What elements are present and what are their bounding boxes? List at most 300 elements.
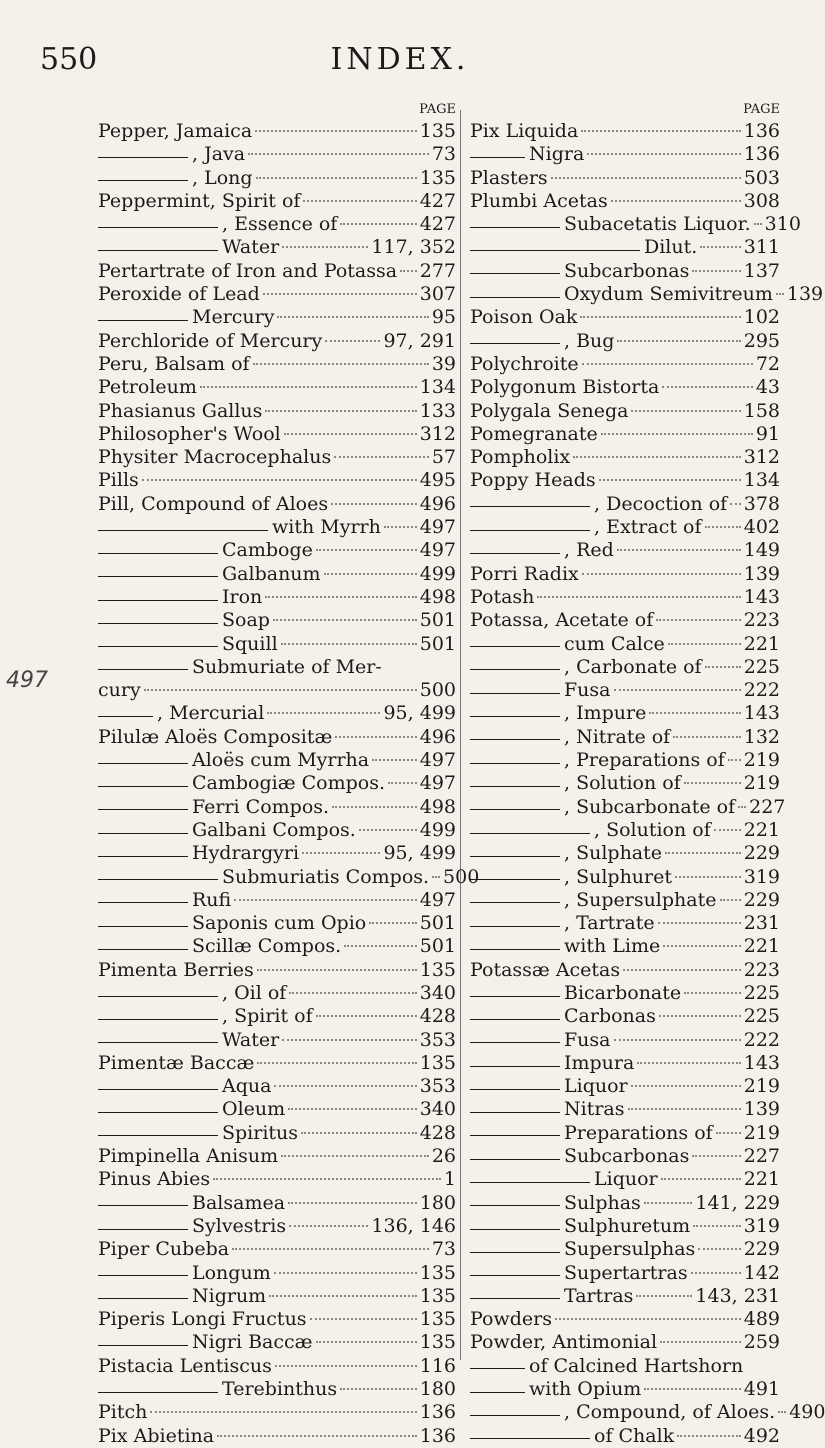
ditto-rule xyxy=(98,808,188,810)
entry-page: 72 xyxy=(755,352,780,375)
leader-dots xyxy=(582,573,741,575)
ditto-rule xyxy=(470,925,560,927)
entry-term: Sulphas xyxy=(564,1191,641,1214)
entry-term: Ferri Compos. xyxy=(192,795,330,818)
leader-dots xyxy=(637,1062,740,1064)
ditto-rule xyxy=(470,878,560,880)
entry-page: 135 xyxy=(419,1308,456,1331)
index-entry xyxy=(470,1355,780,1378)
entry-term: Plumbi Acetas xyxy=(470,189,608,212)
entry-term: Nigrum xyxy=(192,1284,267,1307)
entry-term: Phasianus Gallus xyxy=(98,399,263,422)
index-entry xyxy=(98,1075,456,1098)
entry-term: Hydrargyri xyxy=(192,842,300,865)
entry-term: Aqua xyxy=(222,1075,272,1098)
leader-dots xyxy=(301,1132,417,1134)
entry-term: Pimpinella Anisum xyxy=(98,1145,279,1168)
entry-term: Water xyxy=(222,236,280,259)
leader-dots xyxy=(344,945,417,947)
leader-dots xyxy=(658,922,741,924)
entry-term: Potassa, Acetate of xyxy=(470,609,654,632)
ditto-rule xyxy=(470,901,560,903)
entry-page: 39 xyxy=(431,352,456,375)
ditto-rule xyxy=(98,855,188,857)
index-entry xyxy=(98,1355,456,1378)
entry-page: 229 xyxy=(743,842,780,865)
entry-term: Pitch xyxy=(98,1401,148,1424)
leader-dots xyxy=(705,666,741,668)
index-entry xyxy=(470,982,780,1005)
entry-page: 221 xyxy=(743,935,780,958)
entry-page: 135 xyxy=(419,120,456,142)
index-entry xyxy=(470,143,780,166)
entry-page: 180 xyxy=(419,1378,456,1401)
entry-term: Tartras xyxy=(564,1284,634,1307)
leader-dots xyxy=(274,1085,416,1087)
leader-dots xyxy=(432,876,440,878)
entry-page: 491 xyxy=(743,1378,780,1401)
entry-page: 219 xyxy=(743,749,780,772)
entry-term: Pertartrate of Iron and Potassa xyxy=(98,259,398,282)
leader-dots xyxy=(617,340,740,342)
leader-dots xyxy=(275,1365,417,1367)
ditto-rule xyxy=(98,715,153,717)
index-entry xyxy=(470,889,780,912)
index-entry xyxy=(470,795,786,819)
index-entry xyxy=(470,1029,780,1052)
ditto-rule xyxy=(98,599,218,601)
entry-page: 498 xyxy=(419,795,456,818)
entry-term: Nigri Baccæ xyxy=(192,1331,313,1354)
index-entry xyxy=(470,819,780,842)
index-entry xyxy=(470,679,780,702)
entry-term: Preparations of xyxy=(564,1121,713,1144)
index-entry xyxy=(470,400,780,423)
entry-page: 428 xyxy=(419,1005,456,1028)
ditto-rule xyxy=(470,1134,560,1136)
ditto-rule xyxy=(470,272,560,274)
ditto-rule xyxy=(98,1088,218,1090)
entry-page: 26 xyxy=(431,1145,456,1168)
index-entry xyxy=(470,1052,780,1075)
ditto-rule xyxy=(98,668,188,670)
leader-dots xyxy=(256,177,417,179)
entry-page: 143 xyxy=(743,585,780,608)
leader-dots xyxy=(649,712,740,714)
ditto-rule xyxy=(98,995,218,997)
leader-dots xyxy=(265,410,416,412)
page-number: 550 xyxy=(40,42,98,77)
leader-dots xyxy=(580,316,740,318)
index-entry xyxy=(98,982,456,1005)
entry-page: 490 xyxy=(789,1401,825,1424)
ditto-rule xyxy=(470,715,560,717)
entry-page: 427 xyxy=(419,189,456,212)
leader-dots xyxy=(334,456,429,458)
index-entry xyxy=(470,1238,780,1261)
entry-term: Pix Abietina xyxy=(98,1424,215,1447)
ditto-rule xyxy=(470,1181,590,1183)
index-entry xyxy=(98,1098,456,1121)
leader-dots xyxy=(331,503,417,505)
entry-term: Subacetatis Liquor. xyxy=(564,213,751,236)
index-entry xyxy=(98,1401,456,1424)
left-page-heading: PAGE xyxy=(419,102,456,117)
entry-term: Fusa xyxy=(564,679,611,702)
left-entry-list xyxy=(98,120,480,1448)
ditto-rule xyxy=(470,1367,525,1369)
leader-dots xyxy=(316,549,417,551)
ditto-rule xyxy=(470,1274,560,1276)
leader-dots xyxy=(257,969,417,971)
ditto-rule xyxy=(98,1391,218,1393)
entry-term: Polychroite xyxy=(470,352,579,375)
entry-term: Pills xyxy=(98,469,139,492)
index-entry xyxy=(470,493,780,516)
entry-term: Oleum xyxy=(222,1098,286,1121)
index-entry xyxy=(470,120,780,143)
ditto-rule xyxy=(470,552,560,554)
leader-dots xyxy=(599,479,741,481)
entry-term: Bicarbonate xyxy=(564,981,682,1004)
entry-page: 307 xyxy=(419,283,456,306)
entry-term: , Nitrate of xyxy=(564,725,671,748)
leader-dots xyxy=(631,410,740,412)
index-entry xyxy=(470,772,780,795)
index-entry xyxy=(470,330,780,353)
ditto-rule xyxy=(470,296,560,298)
ditto-rule xyxy=(470,1018,560,1020)
entry-term: Aloës cum Myrrha xyxy=(192,749,370,772)
entry-term: Pix Liquida xyxy=(470,120,579,142)
index-entry xyxy=(98,796,456,819)
entry-term: Polygonum Bistorta xyxy=(470,376,660,399)
ditto-rule xyxy=(98,762,188,764)
ditto-rule xyxy=(470,529,590,531)
index-entry xyxy=(98,1168,456,1191)
leader-dots xyxy=(601,433,753,435)
entry-term: of Chalk xyxy=(594,1424,675,1447)
leader-dots xyxy=(282,1039,417,1041)
entry-page: 308 xyxy=(743,189,780,212)
leader-dots xyxy=(611,200,741,202)
entry-term: , Mercurial xyxy=(157,702,265,725)
leader-dots xyxy=(720,899,741,901)
entry-term: Pomegranate xyxy=(470,422,598,445)
entry-page: 497 xyxy=(419,888,456,911)
leader-dots xyxy=(581,130,740,132)
entry-term: Potassæ Acetas xyxy=(470,958,621,981)
entry-page: 498 xyxy=(419,585,456,608)
ditto-rule xyxy=(98,645,218,647)
entry-term: , Decoction of xyxy=(594,492,728,515)
index-entry xyxy=(98,120,456,143)
leader-dots xyxy=(217,1435,417,1437)
index-entry xyxy=(98,167,456,190)
leader-dots xyxy=(267,712,380,714)
entry-page: 135 xyxy=(419,1331,456,1354)
leader-dots xyxy=(656,619,740,621)
leader-dots xyxy=(340,1388,417,1390)
leader-dots xyxy=(587,153,740,155)
entry-page: 428 xyxy=(419,1121,456,1144)
ditto-rule xyxy=(98,249,218,251)
index-entry xyxy=(470,446,780,469)
entry-term: with Myrrh xyxy=(272,516,381,539)
leader-dots xyxy=(636,1295,692,1297)
entry-page: 227 xyxy=(749,795,786,818)
index-entry xyxy=(98,493,456,516)
entry-page: 500 xyxy=(419,679,456,702)
leader-dots xyxy=(631,1085,741,1087)
index-entry xyxy=(98,1331,456,1354)
leader-dots xyxy=(684,782,741,784)
index-entry xyxy=(470,1378,780,1401)
entry-page: 501 xyxy=(419,935,456,958)
entry-page: 312 xyxy=(743,446,780,469)
ditto-rule xyxy=(470,1204,560,1206)
ditto-rule xyxy=(470,1414,560,1416)
entry-page: 501 xyxy=(419,912,456,935)
index-entry xyxy=(470,376,780,399)
entry-term: cury xyxy=(98,679,141,702)
ditto-rule xyxy=(470,1158,560,1160)
entry-page: 134 xyxy=(419,376,456,399)
ditto-rule xyxy=(470,1088,560,1090)
ditto-rule xyxy=(98,948,188,950)
index-entry xyxy=(470,656,780,679)
entry-page: 135 xyxy=(419,1284,456,1307)
index-entry xyxy=(98,912,456,935)
entry-page: 57 xyxy=(431,446,456,469)
leader-dots xyxy=(303,200,416,202)
index-entry xyxy=(98,330,456,353)
leader-dots xyxy=(263,293,417,295)
ditto-rule xyxy=(98,1041,218,1043)
entry-term: Mercury xyxy=(192,306,275,329)
entry-term: , Long xyxy=(192,166,253,189)
leader-dots xyxy=(265,596,416,598)
index-entry xyxy=(470,353,780,376)
entry-page: 312 xyxy=(419,422,456,445)
entry-page: 496 xyxy=(419,492,456,515)
entry-term: Spiritus xyxy=(222,1121,299,1144)
entry-page: 221 xyxy=(743,1168,780,1191)
entry-term: Submuriatis Compos. xyxy=(222,865,430,888)
entry-term: Nitras xyxy=(564,1098,625,1121)
index-entry xyxy=(98,1052,456,1075)
entry-term: , Extract of xyxy=(594,516,702,539)
entry-term: , Impure xyxy=(564,702,647,725)
entry-page: 499 xyxy=(419,818,456,841)
entry-page: 229 xyxy=(743,888,780,911)
entry-term: Poppy Heads xyxy=(470,469,596,492)
entry-page: 97, 291 xyxy=(383,329,456,352)
entry-page: 353 xyxy=(419,1028,456,1051)
entry-term: Impura xyxy=(564,1051,635,1074)
ditto-rule xyxy=(98,1134,218,1136)
leader-dots xyxy=(150,1411,416,1413)
entry-term: Physiter Macrocephalus xyxy=(98,446,332,469)
index-entry xyxy=(470,842,780,865)
entry-term: Submuriate of Mer- xyxy=(192,655,382,678)
entry-page: 319 xyxy=(743,865,780,888)
ditto-rule xyxy=(470,342,560,344)
ditto-rule xyxy=(470,645,560,647)
ditto-rule xyxy=(98,156,188,158)
leader-dots xyxy=(289,1225,368,1227)
index-entry xyxy=(98,283,456,306)
entry-term: Galbani Compos. xyxy=(192,818,356,841)
entry-term: Squill xyxy=(222,632,278,655)
entry-page: 311 xyxy=(743,236,780,259)
index-entry xyxy=(470,702,780,725)
leader-dots xyxy=(660,1341,741,1343)
ditto-rule xyxy=(470,1228,560,1230)
leader-dots xyxy=(288,1108,417,1110)
ditto-rule xyxy=(98,1204,188,1206)
entry-term: Pilulæ Aloës Compositæ xyxy=(98,725,333,748)
ditto-rule xyxy=(470,692,560,694)
entry-page: 227 xyxy=(743,1145,780,1168)
leader-dots xyxy=(332,806,417,808)
entry-term: Piper Cubeba xyxy=(98,1238,230,1261)
entry-term: , Essence of xyxy=(222,213,338,236)
entry-page: 295 xyxy=(743,329,780,352)
index-entry xyxy=(470,633,780,656)
ditto-rule xyxy=(470,668,560,670)
ditto-rule xyxy=(470,1065,560,1067)
entry-page: 499 xyxy=(419,562,456,585)
entry-page: 136 xyxy=(419,1401,456,1424)
entry-page: 497 xyxy=(419,749,456,772)
entry-term: , Compound, of Aloes. xyxy=(564,1401,776,1424)
entry-term: Pimentæ Baccæ xyxy=(98,1051,255,1074)
entry-term: , Subcarbonate of xyxy=(564,795,736,818)
ditto-rule xyxy=(470,1391,525,1393)
entry-page: 259 xyxy=(743,1331,780,1354)
leader-dots xyxy=(675,876,741,878)
ditto-rule xyxy=(98,1297,188,1299)
index-entry xyxy=(98,865,480,889)
index-entry xyxy=(98,469,456,492)
entry-term: Subcarbonas xyxy=(564,259,690,282)
index-entry xyxy=(98,842,456,865)
ditto-rule xyxy=(98,785,188,787)
index-entry xyxy=(98,586,456,609)
leader-dots xyxy=(302,852,380,854)
leader-dots xyxy=(716,1132,741,1134)
entry-page: 500 xyxy=(443,865,480,888)
leader-dots xyxy=(281,643,417,645)
entry-term: Sylvestris xyxy=(192,1214,287,1237)
entry-page: 117, 352 xyxy=(371,236,456,259)
entry-term: Pistacia Lentiscus xyxy=(98,1354,272,1377)
leader-dots xyxy=(692,1155,740,1157)
leader-dots xyxy=(691,1272,741,1274)
index-entry xyxy=(470,609,780,632)
ditto-rule xyxy=(470,1251,560,1253)
leader-dots xyxy=(738,806,746,808)
entry-term: Pepper, Jamaica xyxy=(98,120,253,142)
index-entry xyxy=(98,959,456,982)
index-entry xyxy=(98,749,456,772)
ditto-rule xyxy=(470,226,560,228)
entry-term: with Opium xyxy=(529,1378,642,1401)
leader-dots xyxy=(698,1248,740,1250)
entry-page: 492 xyxy=(743,1424,780,1447)
entry-term: Poison Oak xyxy=(470,306,578,329)
leader-dots xyxy=(144,689,417,691)
entry-term: , Solution of xyxy=(594,818,711,841)
index-entry xyxy=(470,563,780,586)
ditto-rule xyxy=(98,575,218,577)
entry-page: 277 xyxy=(419,259,456,282)
ditto-rule xyxy=(98,832,188,834)
ditto-rule xyxy=(470,995,560,997)
index-entry xyxy=(98,1192,456,1215)
entry-page: 378 xyxy=(743,492,780,515)
entry-page: 158 xyxy=(743,399,780,422)
leader-dots xyxy=(684,992,741,994)
ditto-rule xyxy=(98,878,218,880)
entry-page: 402 xyxy=(743,516,780,539)
entry-page: 133 xyxy=(419,399,456,422)
entry-term: Piperis Longi Fructus xyxy=(98,1308,307,1331)
entry-page: 73 xyxy=(431,143,456,166)
index-entry xyxy=(98,656,456,679)
leader-dots xyxy=(662,386,753,388)
index-entry xyxy=(470,1075,780,1098)
entry-term: Philosopher's Wool xyxy=(98,422,281,445)
leader-dots xyxy=(617,549,741,551)
entry-term: Petroleum xyxy=(98,376,197,399)
index-entry xyxy=(98,306,456,329)
index-entry xyxy=(470,539,780,562)
entry-page: 225 xyxy=(743,1005,780,1028)
entry-page: 135 xyxy=(419,1051,456,1074)
ditto-rule xyxy=(470,738,560,740)
index-entry xyxy=(98,446,456,469)
entry-term: , Sulphuret xyxy=(564,865,673,888)
entry-term: Iron xyxy=(222,585,263,608)
leader-dots xyxy=(269,1295,417,1297)
ditto-rule xyxy=(98,179,188,181)
index-entry xyxy=(98,1145,456,1168)
leader-dots xyxy=(324,573,417,575)
entry-term: , Oil of xyxy=(222,981,287,1004)
leader-dots xyxy=(234,899,417,901)
leader-dots xyxy=(213,1178,441,1180)
ditto-rule xyxy=(98,1111,218,1113)
entry-page: 221 xyxy=(743,818,780,841)
entry-term: Dilut. xyxy=(644,236,698,259)
index-entry xyxy=(470,1262,780,1285)
entry-page: 135 xyxy=(419,166,456,189)
index-entry xyxy=(98,376,456,399)
entry-term: Water xyxy=(222,1028,280,1051)
entry-term: Saponis cum Opio xyxy=(192,912,367,935)
entry-term: Peru, Balsam of xyxy=(98,352,250,375)
entry-page: 496 xyxy=(419,725,456,748)
ditto-rule xyxy=(470,762,560,764)
entry-page: 95, 499 xyxy=(383,842,456,865)
leader-dots xyxy=(614,689,741,691)
entry-page: 340 xyxy=(419,1098,456,1121)
index-entry xyxy=(470,749,780,772)
entry-term: Camboge xyxy=(222,539,313,562)
entry-page: 136, 146 xyxy=(371,1214,456,1237)
